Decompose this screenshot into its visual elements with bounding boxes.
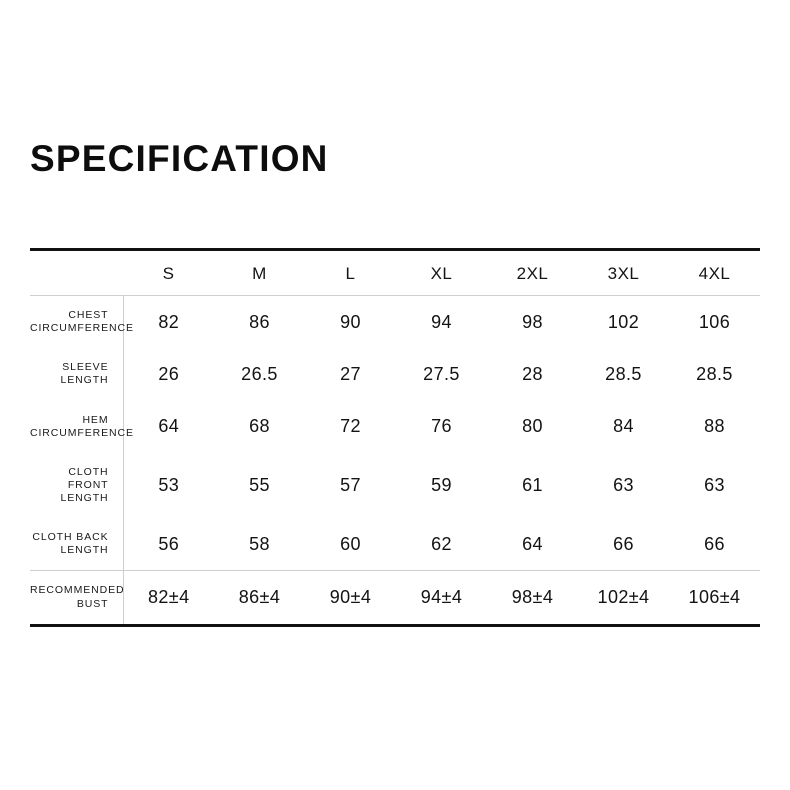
row-label-line: CLOTH BACK [32,531,109,544]
cell-back-l: 60 [305,518,396,571]
cell-front-m: 55 [249,474,270,495]
column-header-s: S [123,250,214,296]
cell-bust-l: 90±4 [305,571,396,625]
cell-bust-m: 86±4 [214,571,305,625]
column-header-xl: XL [396,250,487,296]
table-row [30,571,760,625]
cell-sleeve-m: 26.5 [241,363,278,384]
cell-hem-3xl: 84 [613,416,634,437]
specification-table [30,248,760,627]
row-label-line: BUST [76,597,109,610]
row-label-cloth-front-length [30,453,123,518]
row-label-line: CIRCUMFERENCE [30,426,134,439]
cell-bust-2xl: 98±4 [487,571,578,625]
cell-back-xl: 62 [396,518,487,571]
cell-bust-3xl: 102±4 [578,571,669,625]
table-row [30,401,760,453]
cell-sleeve-s: 26 [158,363,180,384]
row-label-chest-circumference [30,296,134,349]
cell-bust-xl: 94±4 [396,571,487,625]
cell-hem-2xl: 80 [522,416,543,437]
cell-back-m: 58 [214,518,305,571]
cell-sleeve-xl: 27.5 [423,363,460,384]
cell-bust-s: 82±4 [123,571,214,625]
column-header-3xl: 3XL [578,250,669,296]
cell-hem-xl: 76 [431,416,452,437]
row-label-line: CHEST [68,309,109,321]
cell-chest-m: 86 [249,311,270,332]
row-label-sleeve-length [30,348,123,400]
row-label-line: LENGTH [60,544,109,557]
corner-cell [30,250,123,296]
table-row [30,296,760,349]
cell-back-3xl: 66 [578,518,669,571]
cell-sleeve-l: 27 [340,363,361,384]
cell-chest-l: 90 [340,311,361,332]
row-label-line: LENGTH [60,492,109,504]
row-label-cloth-back-length [30,518,123,571]
cell-back-2xl: 64 [487,518,578,571]
table-row [30,518,760,571]
cell-front-2xl: 61 [522,474,543,495]
row-label-recommended-bust [30,571,123,625]
cell-chest-2xl: 98 [522,311,543,332]
cell-bust-4xl: 106±4 [669,571,760,625]
row-label-line: RECOMMENDED [30,584,125,597]
cell-back-4xl: 66 [669,518,760,571]
table-row [30,348,760,400]
page-title: SPECIFICATION [30,138,329,179]
cell-hem-4xl: 88 [704,416,725,437]
cell-front-3xl: 63 [613,474,634,495]
table-header [30,248,760,296]
size-chart [30,248,760,627]
table-body [30,296,760,626]
row-label-line: HEM [82,413,109,426]
cell-hem-s: 64 [158,416,180,437]
row-label-line: SLEEVE LENGTH [60,361,109,387]
cell-back-s: 56 [123,518,214,571]
column-header-l: L [305,250,396,296]
cell-front-4xl: 63 [704,474,725,495]
cell-hem-l: 72 [340,416,361,437]
table-row [30,453,760,518]
cell-front-l: 57 [340,474,361,495]
cell-sleeve-3xl: 28.5 [605,363,642,384]
row-label-line: CIRCUMFERENCE [30,322,134,335]
cell-hem-m: 68 [249,416,270,437]
column-header-2xl: 2XL [487,250,578,296]
column-header-4xl: 4XL [669,250,760,296]
cell-chest-xl: 94 [431,311,452,332]
row-label-line: CLOTH FRONT [67,465,109,491]
column-header-m: M [214,250,305,296]
cell-chest-4xl: 106 [698,311,731,332]
cell-sleeve-2xl: 28 [522,363,543,384]
cell-front-xl: 59 [431,474,452,495]
cell-sleeve-4xl: 28.5 [696,363,733,384]
row-label-hem-circumference [30,401,134,453]
size-header-row [30,250,760,296]
cell-front-s: 53 [158,474,180,495]
cell-chest-3xl: 102 [607,311,640,332]
cell-chest-s: 82 [158,311,180,332]
